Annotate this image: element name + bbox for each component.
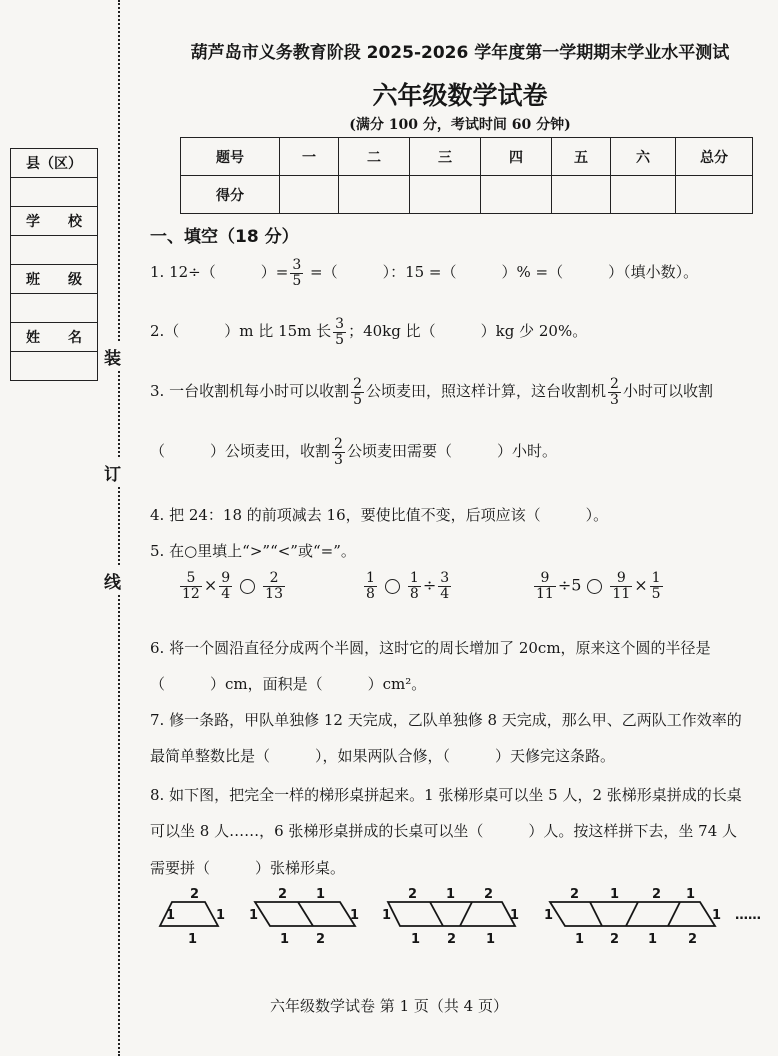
exam-subtitle: (满分 100 分，考试时间 60 分钟)	[349, 117, 571, 133]
score-header-cell: 四	[481, 138, 552, 176]
svg-text:1: 1	[216, 908, 226, 923]
svg-text:2: 2	[570, 887, 580, 902]
score-header-cell: 一	[280, 138, 339, 176]
section-title: 一、填空（18 分）	[150, 227, 299, 247]
name-label: 姓 名	[11, 323, 98, 352]
trapezoid-table-3	[388, 902, 515, 926]
svg-text:1: 1	[382, 908, 392, 923]
svg-text:2: 2	[484, 887, 494, 902]
question-8-line-2: 可以坐 8 人……，6 张梯形桌拼成的长桌可以坐（ ）人。按这样拼下去，坐 74 人	[150, 822, 738, 840]
svg-text:1: 1	[648, 932, 658, 947]
school-label: 学 校	[11, 207, 98, 236]
question-3-line-1: 3. 一台收割机每小时可以收割 $\frac{2}{5}$ 公顷麦田，照这样计算，这台收割机 $\frac{2}{3}$ 小时可以收割	[150, 376, 713, 408]
svg-text:1: 1	[486, 932, 496, 947]
svg-text:2: 2	[652, 887, 662, 902]
score-cell[interactable]	[280, 176, 339, 214]
svg-text:1: 1	[280, 932, 290, 947]
svg-text:2: 2	[190, 887, 200, 902]
score-cell[interactable]	[611, 176, 676, 214]
binding-char-xian: 线	[104, 566, 121, 595]
comparison-2: $\frac{1}{8}$ $\frac{1}{8}$ ÷ $\frac{3}{4}$	[366, 570, 450, 602]
score-cell[interactable]	[481, 176, 552, 214]
question-8-line-3: 需要拼（ ）张梯形桌。	[150, 859, 346, 877]
question-6-line-1: 6. 将一个圆沿直径分成两个半圆，这时它的周长增加了 20cm，原来这个圆的半径是	[150, 639, 711, 657]
svg-text:1: 1	[544, 908, 554, 923]
svg-text:1: 1	[316, 887, 326, 902]
svg-text:1: 1	[446, 887, 456, 902]
score-cell[interactable]	[339, 176, 410, 214]
binding-char-ding: 订	[104, 458, 121, 487]
svg-text:1: 1	[510, 908, 520, 923]
class-field[interactable]	[11, 294, 98, 323]
comparison-3: $\frac{9}{11}$ ÷5 $\frac{9}{11}$ × $\frac{1}{5}$	[536, 570, 661, 602]
score-cell[interactable]	[552, 176, 611, 214]
question-4: 4. 把 24：18 的前项减去 16，要使比值不变，后项应该（ ）。	[150, 506, 609, 524]
score-cell[interactable]	[676, 176, 753, 214]
question-7-line-2: 最简单整数比是（ ），如果两队合修，（ ）天修完这条路。	[150, 747, 616, 765]
svg-text:1: 1	[686, 887, 696, 902]
compare-circle[interactable]	[385, 579, 400, 594]
question-8-line-1: 8. 如下图，把完全一样的梯形桌拼起来。1 张梯形桌可以坐 5 人，2 张梯形桌拼成的长桌	[150, 786, 742, 804]
svg-text:2: 2	[278, 887, 288, 902]
svg-text:1: 1	[166, 908, 176, 923]
score-table	[180, 137, 753, 214]
question-1: 1. 12÷（ ）= $\frac{3}{5}$ =（ ）：15 =（ ）% =（ ）（填小数）。	[150, 257, 699, 289]
svg-text:2: 2	[610, 932, 620, 947]
exam-header-line: 葫芦岛市义务教育阶段 2025-2026 学年度第一学期期末学业水平测试	[190, 43, 730, 63]
question-2: 2.（ ）m 比 15m 长 $\frac{3}{5}$ ；40kg 比（ ）kg 少 20%。	[150, 316, 588, 348]
figure-ellipsis: ……	[735, 908, 761, 923]
svg-text:2: 2	[408, 887, 418, 902]
svg-text:2: 2	[688, 932, 698, 947]
score-cell[interactable]	[410, 176, 481, 214]
compare-circle[interactable]	[587, 579, 602, 594]
county-field[interactable]	[11, 178, 98, 207]
name-field[interactable]	[11, 352, 98, 381]
question-5-title: 5. 在○里填上“>”“<”或“=”。	[150, 542, 356, 560]
school-field[interactable]	[11, 236, 98, 265]
comparison-1: $\frac{5}{12}$ × $\frac{9}{4}$ $\frac{2}{13}$	[182, 570, 283, 602]
svg-text:1: 1	[411, 932, 421, 947]
county-label: 县（区）	[11, 149, 98, 178]
svg-text:2: 2	[447, 932, 457, 947]
page-footer: 六年级数学试卷 第 1 页（共 4 页）	[270, 997, 508, 1015]
score-row-label: 得分	[181, 176, 280, 214]
class-label: 班 级	[11, 265, 98, 294]
score-header-cell: 二	[339, 138, 410, 176]
svg-text:1: 1	[575, 932, 585, 947]
svg-text:1: 1	[188, 932, 198, 947]
svg-text:1: 1	[712, 908, 722, 923]
score-header-cell: 五	[552, 138, 611, 176]
binding-char-zhuang: 装	[104, 342, 121, 371]
score-header-cell: 六	[611, 138, 676, 176]
binding-dotted-line	[118, 0, 120, 1056]
svg-text:1: 1	[610, 887, 620, 902]
student-info-box	[10, 148, 98, 381]
compare-circle[interactable]	[240, 579, 255, 594]
score-header-cell: 三	[410, 138, 481, 176]
svg-text:2: 2	[316, 932, 326, 947]
question-6-line-2: （ ）cm，面积是（ ）cm²。	[150, 675, 427, 693]
svg-text:1: 1	[249, 908, 259, 923]
exam-title: 六年级数学试卷	[372, 81, 548, 110]
trapezoid-tables-figure	[150, 880, 775, 950]
score-header-cell: 总分	[676, 138, 753, 176]
svg-text:1: 1	[350, 908, 360, 923]
score-header-cell: 题号	[181, 138, 280, 176]
question-3-line-2: （ ）公顷麦田，收割 $\frac{2}{3}$ 公顷麦田需要（ ）小时。	[150, 436, 557, 468]
question-7-line-1: 7. 修一条路，甲队单独修 12 天完成，乙队单独修 8 天完成，那么甲、乙两队工作效率的	[150, 711, 742, 729]
